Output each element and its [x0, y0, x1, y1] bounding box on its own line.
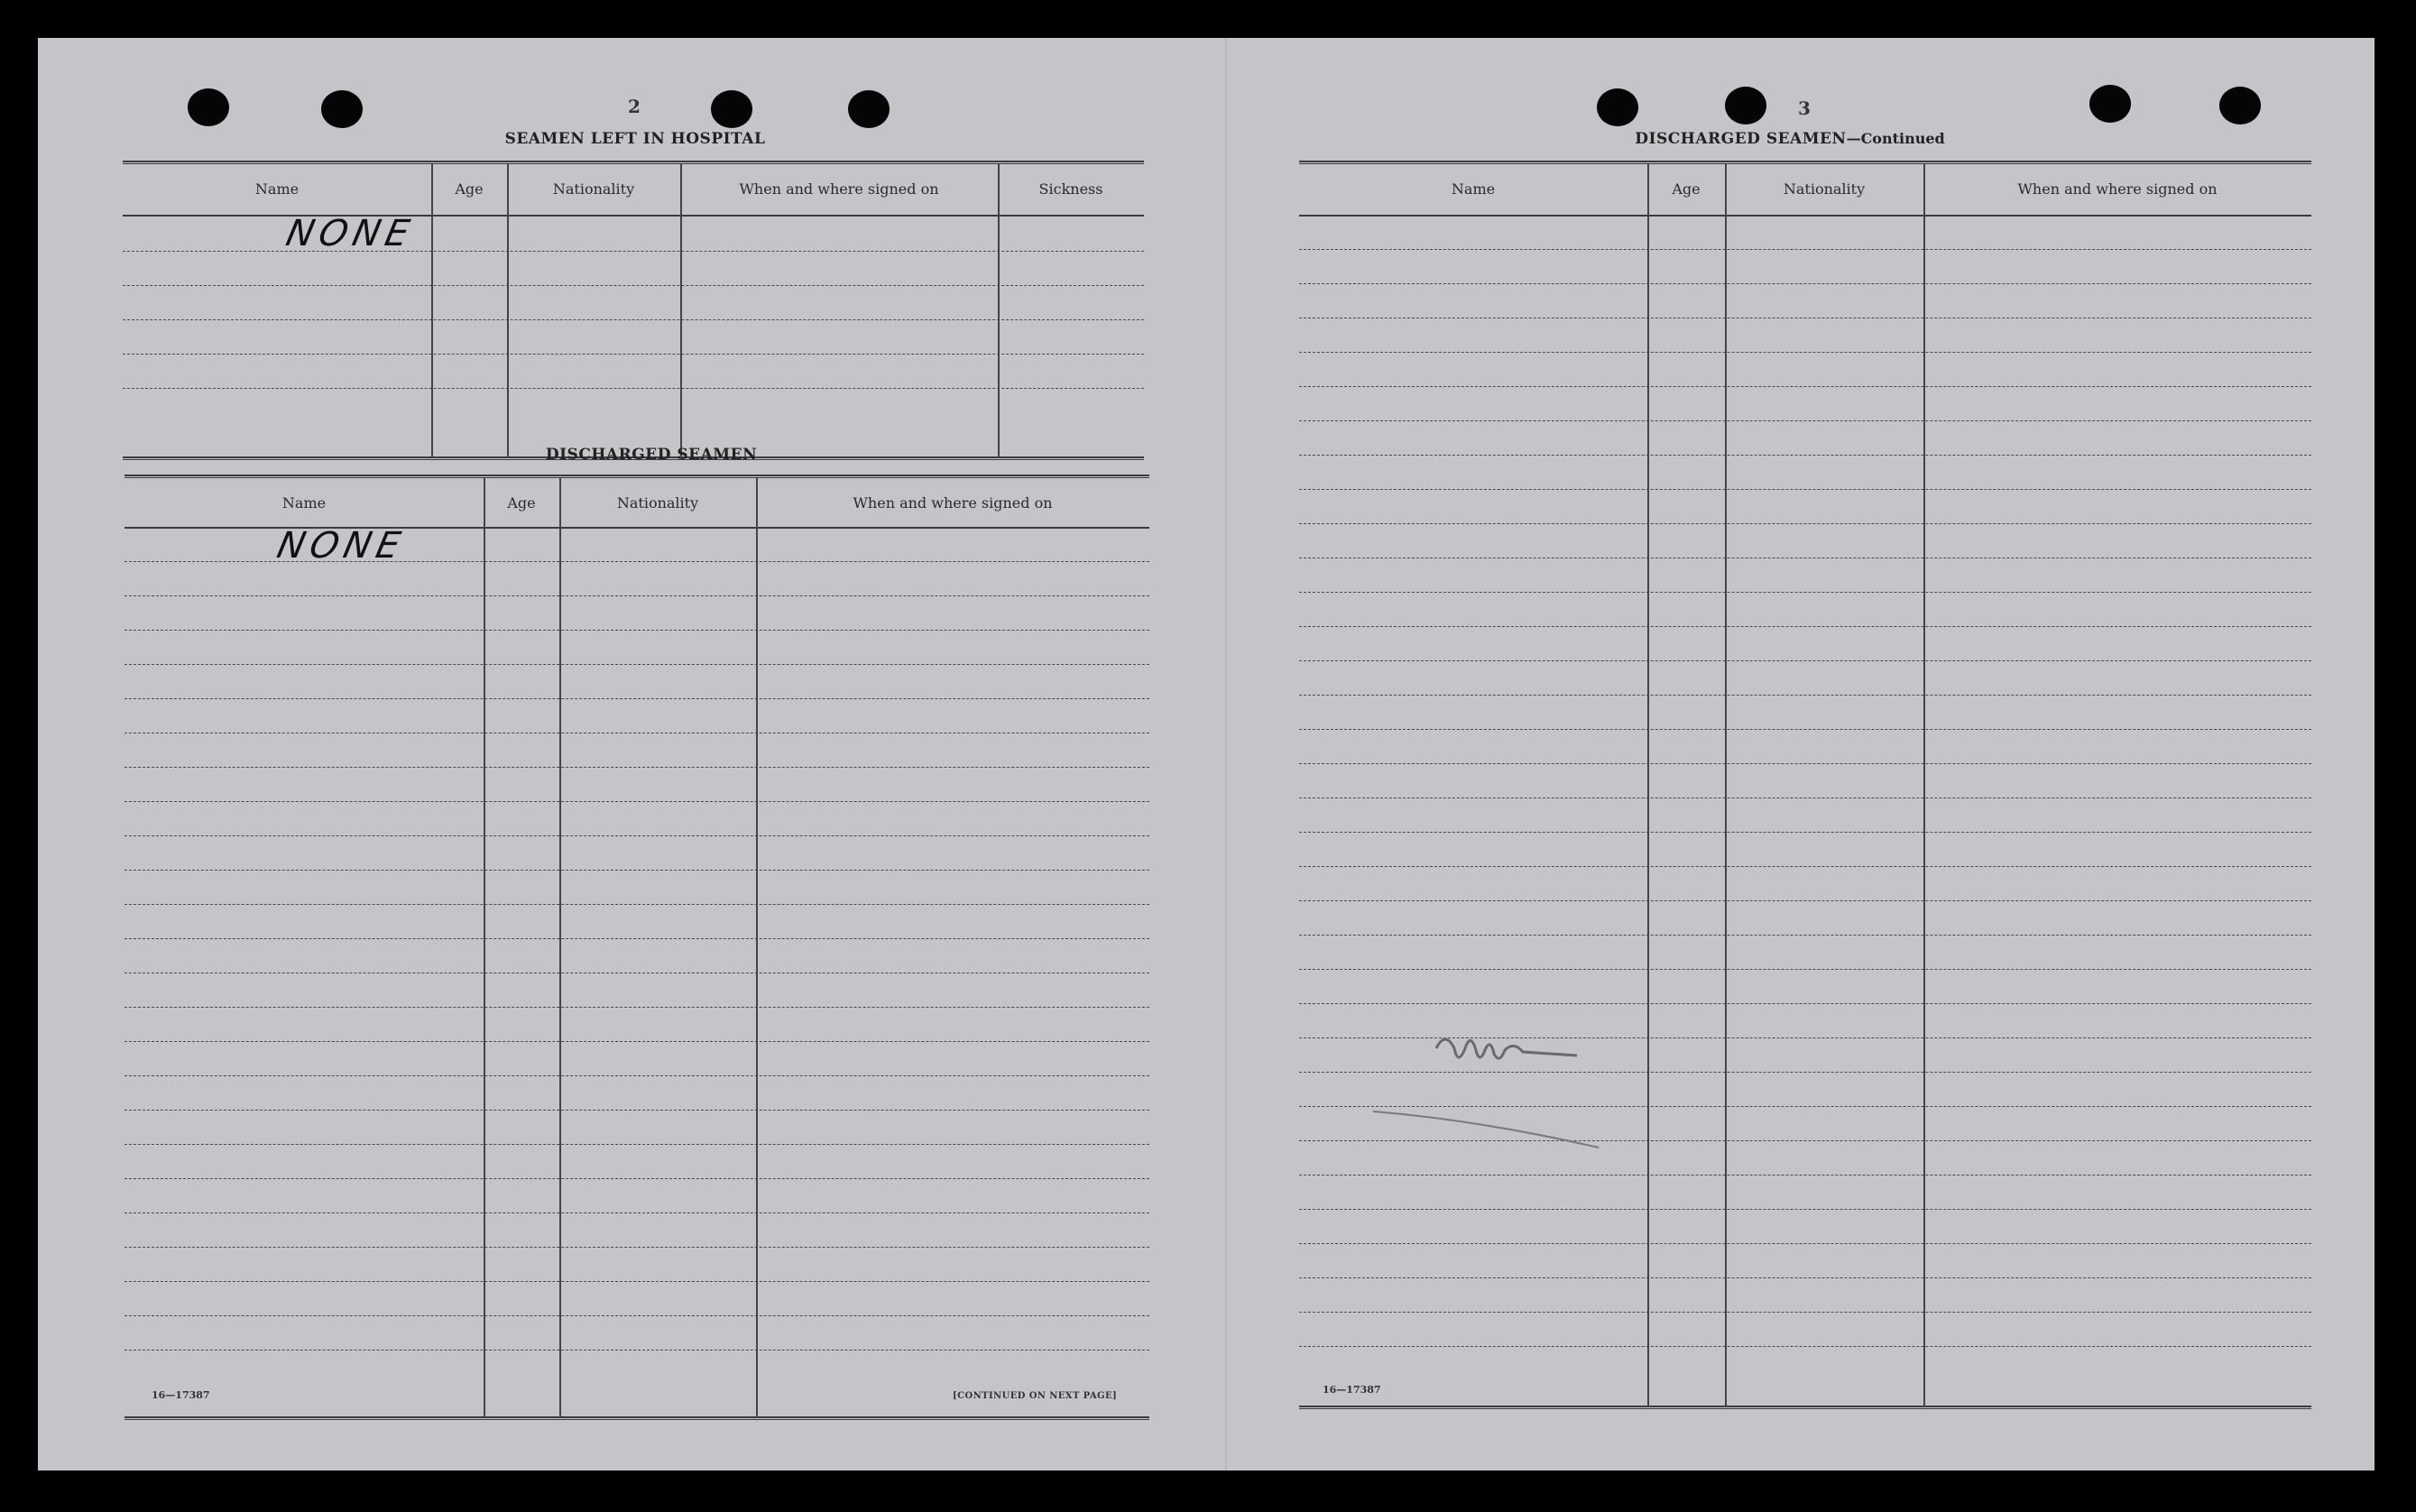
discharged-handwritten-none: NONE [273, 525, 410, 567]
discharged-table-right [1299, 161, 2311, 1416]
hospital-col-name: Name [254, 180, 300, 198]
punch-hole [711, 90, 752, 128]
continued-col-name: Name [1451, 180, 1496, 198]
faint-signature-mark [1337, 994, 1716, 1184]
discharged-section-title: DISCHARGED SEAMEN [545, 446, 758, 464]
left-page-number: 2 [628, 96, 641, 117]
continued-on-next-page: [CONTINUED ON NEXT PAGE] [953, 1391, 1118, 1401]
discharged-continued-title-main: DISCHARGED SEAMEN [1635, 130, 1847, 148]
discharged-continued-title [1635, 130, 1944, 148]
hospital-section-title: SEAMEN LEFT IN HOSPITAL [504, 130, 766, 148]
hospital-table [123, 161, 1144, 464]
punch-hole [1725, 87, 1766, 124]
hospital-col-sickness: Sickness [1038, 180, 1103, 198]
hospital-col-age: Age [455, 180, 484, 198]
discharged-col-age: Age [507, 494, 536, 512]
right-page-number: 3 [1798, 97, 1811, 119]
hospital-col-signed-on: When and where signed on [739, 180, 939, 198]
punch-hole [2089, 85, 2131, 123]
hospital-handwritten-none: NONE [282, 213, 419, 254]
continued-col-signed-on: When and where signed on [2017, 180, 2218, 198]
punch-hole [188, 88, 229, 126]
punch-hole [321, 90, 363, 128]
punch-hole [2219, 87, 2261, 124]
right-form-number: 16—17387 [1323, 1384, 1381, 1396]
discharged-col-name: Name [281, 494, 327, 512]
punch-hole [848, 90, 890, 128]
continued-col-age: Age [1672, 180, 1701, 198]
document-sheet [38, 38, 2375, 1471]
discharged-col-signed-on: When and where signed on [853, 494, 1053, 512]
hospital-col-nationality: Nationality [552, 180, 635, 198]
discharged-table-left [124, 475, 1149, 1424]
discharged-col-nationality: Nationality [616, 494, 699, 512]
continued-col-nationality: Nationality [1783, 180, 1866, 198]
left-form-number: 16—17387 [152, 1389, 210, 1401]
page-fold [1225, 38, 1227, 1471]
punch-hole [1597, 88, 1638, 126]
discharged-continued-suffix: —Continued [1846, 130, 1945, 147]
